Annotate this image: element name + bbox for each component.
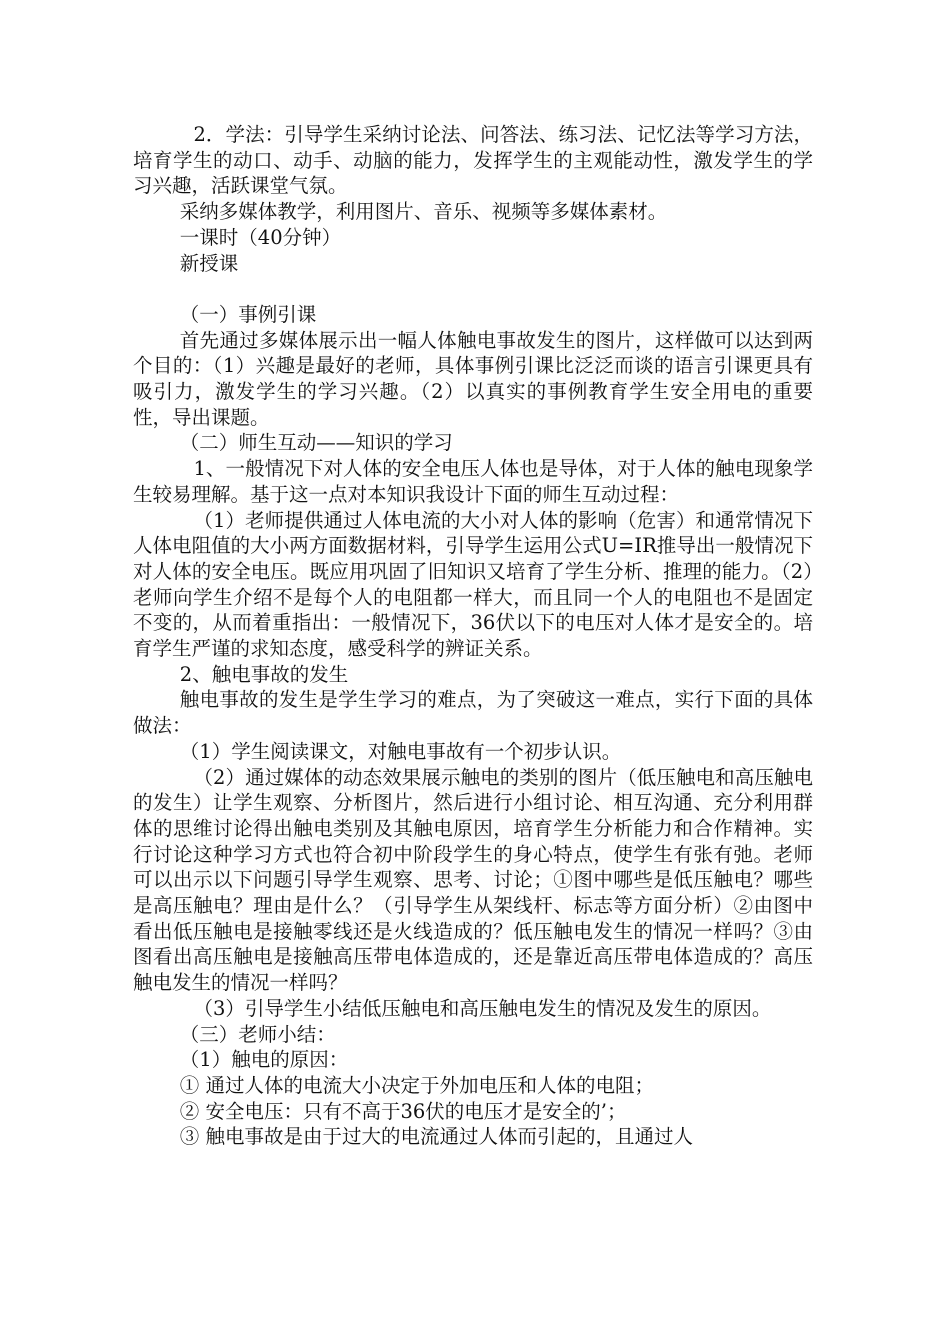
document-page [133,122,813,1150]
paragraph-lesson-type: 新授课 [179,251,239,275]
paragraph-reading: （1）学生阅读课文，对触电事故有一个初步认识。 [179,739,622,763]
paragraph-study-method: 2．学法：引导学生采纳讨论法、问答法、练习法、记忆法等学习方法，培育学生的动口、动手、动脑的能力，发挥学生的主观能动性，激发学生的学习兴趣，活跃课堂气氛。 [133,123,813,198]
paragraph-media-analysis: （2）通过媒体的动态效果展示触电的类别的图片（低压触电和高压触电的发生）让学生观察、分析图片，然后进行小组讨论、相互沟通、充分利用群体的思维讨论得出触电类别及其触电原因，培育学生分析能力和合作精神。实行讨论这种学习方式也符合初中阶段学生的身心特点，使学生有张有弛。老师可以出示以下问题引导学生观察、思考、讨论；①图中哪些是低压触电？哪些是高压触电？理由是什么？（引导学生从架线杆、标志等方面分析）②由图中看出低压触电是接触零线还是火线造成的？低压触电发生的情况一样吗？③由图看出高压触电是接触高压带电体造成的，还是靠近高压带电体造成的？高压触电发生的情况一样吗？ [133,765,813,995]
paragraph-difficulty: 触电事故的发生是学生学习的难点，为了突破这一难点，实行下面的具体做法： [133,688,813,738]
paragraph-class-hours: 一课时（40分钟） [179,225,342,249]
paragraph-multimedia: 采纳多媒体教学，利用图片、音乐、视频等多媒体素材。 [179,200,668,224]
paragraph-shock-cause: （1）触电的原因： [179,1048,349,1072]
paragraph-safe-voltage: 1、一般情况下对人体的安全电压人体也是导体，对于人体的触电现象学生较易理解。基于这一点对本知识我设计下面的师生互动过程： [133,457,813,506]
list-item-1: ① 通过人体的电流大小决定于外加电压和人体的电阻； [179,1074,654,1097]
paragraph-teacher-data: （1）老师提供通过人体电流的大小对人体的影响（危害）和通常情况下人体电阻值的大小两方面数据材料，引导学生运用公式U=IR推导出一般情况下对人体的安全电压。既应用巩固了旧知识又培育了学生分析、推理的能力。（2）老师向学生介绍不是每个人的电阻都一样大，而且同一个人的电阻也不是固定不变的，从而着重指出：一般情况下，36伏以下的电压对人体才是安全的。培育学生严谨的求知态度，感受科学的辨证关系。 [133,508,813,661]
blank-line [133,276,813,302]
heading-electric-shock: 2、触电事故的发生 [179,662,349,686]
heading-section-1: （一）事例引课 [179,302,317,326]
paragraph-intro-example: 首先通过多媒体展示出一幅人体触电事故发生的图片，这样做可以达到两个目的：（1）兴趣是最好的老师，具体事例引课比泛泛而谈的语言引课更具有吸引力，激发学生的学习兴趣。（2）以真实的事例教育学生安全用电的重要性，导出课题。 [133,328,813,429]
heading-section-3: （三）老师小结： [179,1022,336,1046]
list-item-3: ③ 触电事故是由于过大的电流通过人体而引起的，且通过人 [179,1125,693,1149]
paragraph-summary-guide: （3）引导学生小结低压触电和高压触电发生的情况及发生的原因。 [193,996,772,1020]
list-item-2: ② 安全电压：只有不高于36伏的电压才是安全的’； [179,1099,627,1123]
heading-section-2: （二）师生互动——知识的学习 [179,431,453,455]
